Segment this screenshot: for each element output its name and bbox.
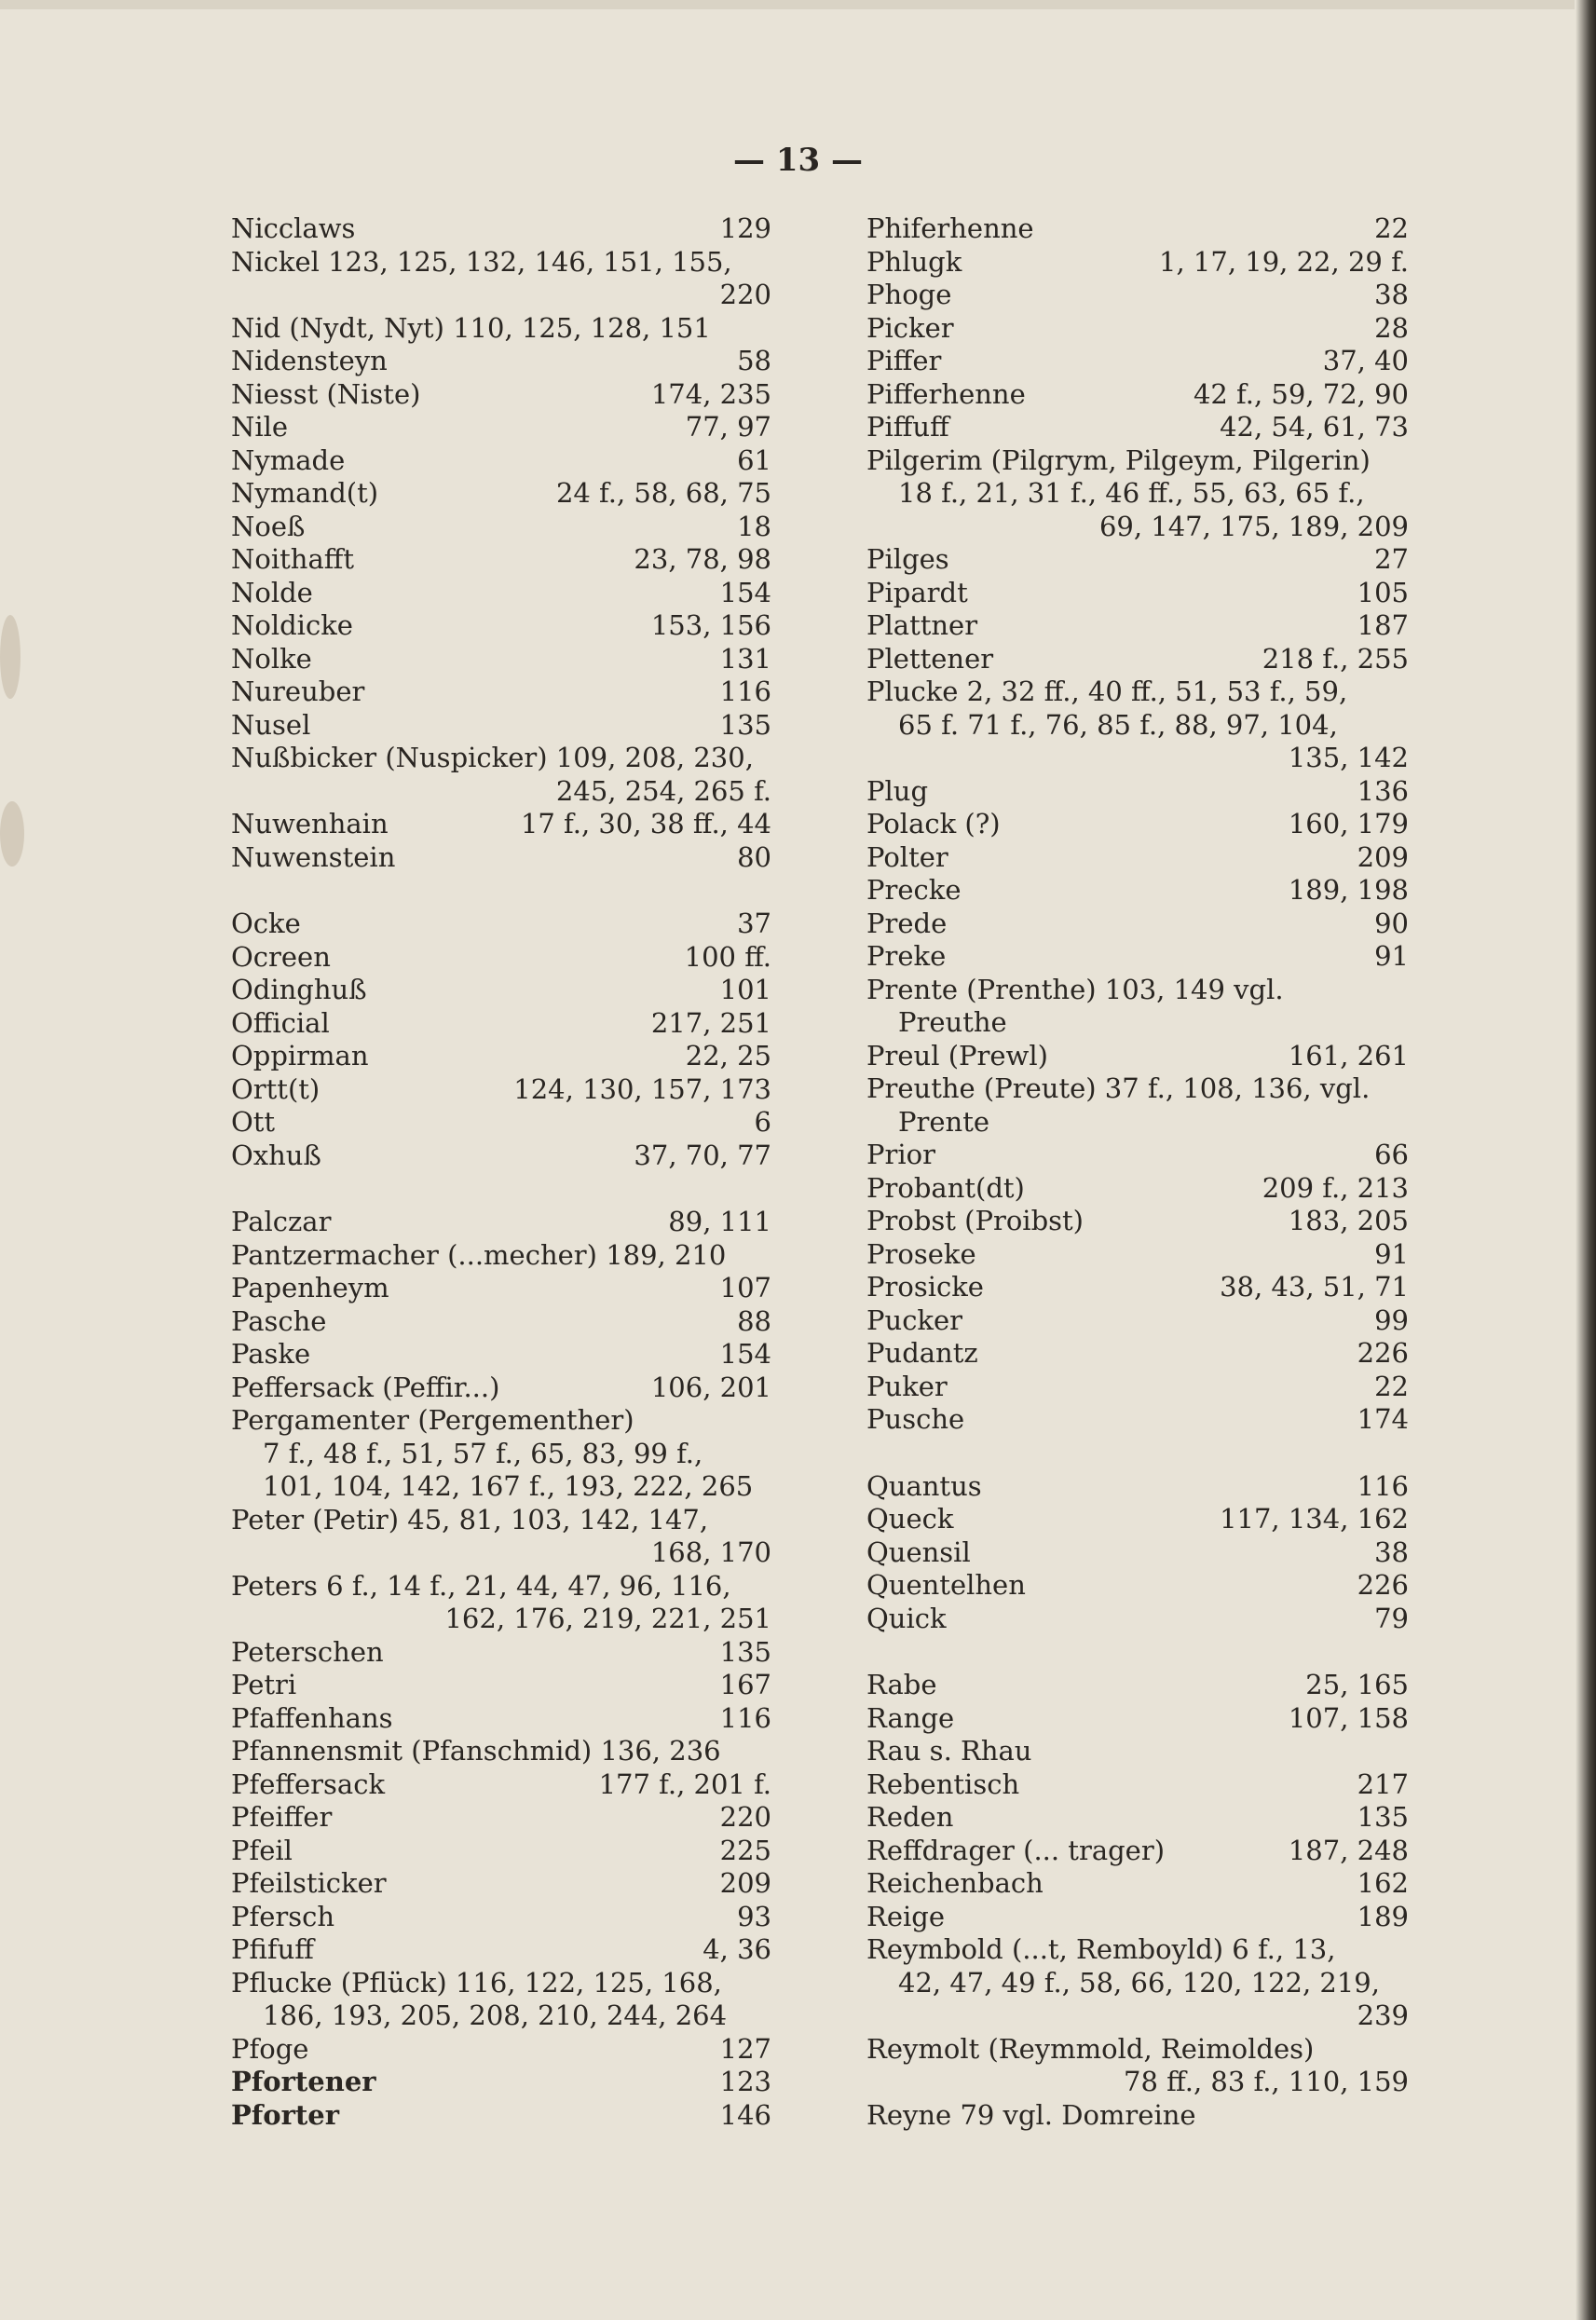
index-entry [231,941,771,975]
index-term: Rabe [866,1669,937,1700]
index-entry [231,1404,771,1504]
index-entry [231,841,771,875]
index-term: Rebentisch [866,1767,1020,1800]
index-term: Oxhuß [231,1139,321,1171]
index-term: Queck [866,1503,954,1535]
page-references: 226 [1357,1337,1409,1369]
page-references: 18 [737,510,771,542]
index-entry [231,908,771,941]
index-entry [231,1305,771,1339]
index-term: Pudantz [866,1337,978,1369]
index-entry [866,577,1409,610]
page-references: 23, 78, 98 [634,543,771,575]
index-term: Pipardt [866,576,968,608]
continuation-line: 69, 147, 175, 189, 209 [1098,510,1409,542]
index-term: Phoge [866,279,952,310]
index-term: Nymand(t) [231,477,379,509]
index-entry [866,1702,1409,1736]
index-entry [866,312,1409,346]
page-references: 153, 156 [650,609,771,641]
page-references: 127 [719,2032,771,2065]
index-term: Prosicke [866,1271,984,1303]
page-references: 116 [719,676,771,707]
index-entry [866,1536,1409,1570]
index-entry [231,609,771,643]
page-references: 217, 251 [650,1006,771,1039]
index-entry [866,643,1409,676]
index-term: Range [866,1701,955,1734]
index-term: Preul (Prewl) [866,1039,1048,1071]
index-entry [866,974,1409,1040]
index-entry [866,676,1409,775]
index-term: Oppirman [231,1040,369,1071]
page-references: 107 [719,1272,771,1303]
page-edge-shadow [1576,0,1596,2320]
index-term: Ortt(t) [231,1072,321,1105]
index-entry [231,1702,771,1736]
page-references: 177 f., 201 f. [598,1767,771,1800]
index-term: Peter (Petir) 45, 81, 103, 142, 147, [231,1503,709,1535]
continuation-line: 245, 254, 265 f. [555,774,771,807]
page-references: 106, 201 [650,1371,771,1403]
continuation-line: 18 f., 21, 31 f., 46 ff., 55, 63, 65 f., [898,477,1365,509]
index-term: Nuwenstein [231,840,396,873]
page-references: 99 [1374,1303,1409,1336]
index-term: Papenheym [231,1272,389,1303]
page-references: 100 ff. [684,940,771,973]
page-references: 187 [1357,609,1409,641]
page-references: 77, 97 [685,411,771,443]
page-references: 27 [1374,543,1409,575]
page-references: 161, 261 [1288,1039,1409,1071]
page-references: 1, 17, 19, 22, 29 f. [1159,245,1409,278]
index-term: Rau s. Rhau [866,1735,1032,1767]
index-entry [231,2099,771,2133]
page-references: 6 [754,1106,771,1138]
page-references: 24 f., 58, 68, 75 [555,477,771,509]
index-term: Peffersack (Peffir...) [231,1371,500,1403]
continuation-line: 7 f., 48 f., 51, 57 f., 65, 83, 99 f., [263,1437,703,1469]
index-term: Peters 6 f., 14 f., 21, 44, 47, 96, 116, [231,1569,731,1602]
page-references: 154 [719,576,771,608]
page-references: 124, 130, 157, 173 [513,1072,771,1105]
index-entry [231,1504,771,1570]
continuation-line: 101, 104, 142, 167 f., 193, 222, 265 [263,1470,754,1502]
page-references: 131 [719,642,771,675]
index-term: Odinghuß [231,974,367,1005]
index-term: Preke [866,940,947,972]
index-entry [866,1271,1409,1304]
page-top-edge [0,0,1575,9]
index-entry [231,1272,771,1305]
index-entry [866,1470,1409,1504]
index-entry [866,1072,1409,1139]
index-entry [231,212,771,246]
index-entry [866,1040,1409,1073]
continuation-line: 239 [1357,1999,1409,2031]
index-term: Petri [231,1669,297,1700]
index-term: Prior [866,1139,935,1170]
index-entry [866,775,1409,809]
continuation-line: 186, 193, 205, 208, 210, 244, 264 [263,1999,728,2031]
page-references: 93 [737,1900,771,1932]
page-references: 187, 248 [1288,1834,1409,1866]
index-column-left [231,212,771,2132]
index-entry [231,709,771,743]
index-term: Pfeiffer [231,1801,333,1833]
page-references: 174 [1357,1403,1409,1435]
page-references: 146 [719,2098,771,2131]
index-entry [231,345,771,378]
page-references: 225 [719,1834,771,1866]
section-gap [866,1437,1409,1470]
index-entry [866,444,1409,544]
index-entry [231,1933,771,1967]
continuation-line: 220 [719,279,771,310]
index-entry [231,742,771,808]
page-references: 101 [719,974,771,1005]
continuation-line: 65 f. 71 f., 76, 85 f., 88, 97, 104, [898,708,1338,741]
index-entry [231,1206,771,1239]
index-term: Pfannensmit (Pfanschmid) 136, 236 [231,1735,721,1767]
index-term: Niesst (Niste) [231,377,421,410]
index-term: Pusche [866,1403,965,1435]
index-term: Ott [231,1106,276,1138]
index-entry [866,1603,1409,1636]
page-references: 116 [719,1701,771,1734]
index-entry [231,1140,771,1173]
page-references: 88 [737,1304,771,1337]
index-entry [231,1372,771,1405]
index-term: Nolde [231,576,313,608]
index-entry [866,1503,1409,1536]
index-entry [231,444,771,478]
index-term: Reichenbach [866,1867,1044,1899]
page-references: 217 [1357,1767,1409,1800]
index-entry [866,1172,1409,1206]
continuation-line: 42, 47, 49 f., 58, 66, 120, 122, 219, [898,1966,1380,1999]
index-term: Nickel 123, 125, 132, 146, 151, 155, [231,245,732,278]
page-references: 61 [737,444,771,476]
page-references: 218 f., 255 [1262,642,1409,675]
page-references: 129 [719,212,771,244]
page-references: 91 [1374,940,1409,972]
index-term: Proseke [866,1237,976,1270]
index-term: Quensil [866,1535,971,1568]
page-references: 117, 134, 162 [1220,1503,1409,1535]
index-term: Reymolt (Reymmold, Reimoldes) [866,2032,1315,2065]
index-entry [231,808,771,841]
index-entry [866,279,1409,312]
index-term: Phiferhenne [866,212,1034,244]
section-gap [231,874,771,908]
index-entry [866,378,1409,412]
page-references: 209 [1357,840,1409,873]
page-references: 90 [1374,907,1409,939]
index-entry [231,974,771,1007]
index-entry [866,808,1409,841]
index-entry [231,1967,771,2033]
page-references: 162 [1357,1867,1409,1899]
index-term: Pasche [231,1304,327,1337]
index-entry [231,411,771,444]
index-entry [231,1040,771,1073]
index-term: Reige [866,1900,945,1932]
page-references: 167 [719,1669,771,1700]
paper-stain [0,615,20,699]
page-references: 42 f., 59, 72, 90 [1193,377,1409,410]
page-references: 66 [1374,1139,1409,1170]
page-references: 189, 198 [1288,874,1409,906]
index-entry [866,1801,1409,1835]
page-references: 4, 36 [703,1933,771,1965]
index-term: Pfeilsticker [231,1867,387,1899]
section-gap [231,1172,771,1206]
index-term: Pergamenter (Pergementher) [231,1404,634,1436]
index-entry [231,1007,771,1041]
page-references: 25, 165 [1305,1669,1409,1700]
page-references: 38 [1374,279,1409,310]
index-term: Official [231,1006,330,1039]
index-term: Pflucke (Pflück) 116, 122, 125, 168, [231,1966,722,1999]
index-term: Puker [866,1370,948,1402]
index-term: Plattner [866,609,978,641]
index-entry [866,609,1409,643]
page-references: 107, 158 [1288,1701,1409,1734]
index-term: Preuthe (Preute) 37 f., 108, 136, vgl. [866,1072,1371,1104]
index-term: Nidensteyn [231,345,388,376]
index-term: Polter [866,840,948,873]
index-entry [231,246,771,312]
index-entry [231,577,771,610]
index-entry [866,246,1409,280]
index-entry [866,1139,1409,1172]
index-term: Pantzermacher (...mecher) 189, 210 [231,1238,727,1271]
index-term: Pilgerim (Pilgrym, Pilgeym, Pilgerin) [866,444,1371,476]
index-term: Piffer [866,345,942,376]
index-entry [231,378,771,412]
index-entry [866,411,1409,444]
page-references: 37, 40 [1322,345,1409,376]
page-references: 123 [719,2066,771,2097]
index-term: Pucker [866,1303,963,1336]
index-entry [231,1106,771,1140]
index-entry [866,1768,1409,1802]
index-entry [231,1835,771,1868]
index-term: Picker [866,311,954,344]
page-references: 42, 54, 61, 73 [1220,411,1409,443]
index-entry [866,908,1409,941]
continuation-line: Preuthe [898,1006,1007,1038]
index-term: Pilges [866,543,949,575]
index-entry [231,543,771,577]
page-number: — 13 — [733,142,863,179]
index-entry [231,477,771,511]
index-term: Reffdrager (... trager) [866,1834,1166,1866]
index-entry [866,1835,1409,1868]
page-references: 89, 111 [668,1206,771,1237]
index-entry [231,2033,771,2067]
page-references: 116 [1357,1469,1409,1502]
index-term: Ocreen [231,940,331,973]
index-term: Palczar [231,1206,332,1237]
index-entry [866,940,1409,974]
index-term: Nolke [231,642,312,675]
page-references: 135 [1357,1801,1409,1833]
page-references: 22, 25 [685,1040,771,1071]
index-entry [231,1768,771,1802]
index-term: Noldicke [231,609,353,641]
index-entry [866,1669,1409,1702]
index-term: Quentelhen [866,1569,1026,1601]
page-references: 80 [737,840,771,873]
index-term: Pfoge [231,2032,309,2065]
page-references: 38, 43, 51, 71 [1220,1271,1409,1303]
index-term: Prente (Prenthe) 103, 149 vgl. [866,973,1284,1005]
index-term: Nuwenhain [231,808,389,839]
continuation-line: 168, 170 [650,1536,771,1568]
index-entry [866,1371,1409,1404]
index-entry [866,874,1409,908]
index-term: Paske [231,1338,311,1370]
index-term: Nicclaws [231,212,356,244]
index-term: Pfeil [231,1834,293,1866]
page-references: 37, 70, 77 [634,1139,771,1171]
index-term: Pfersch [231,1900,335,1932]
index-term: Reden [866,1801,954,1833]
page-references: 58 [737,345,771,376]
index-term: Piffuff [866,411,949,443]
index-entry [231,2066,771,2099]
page-references: 135 [719,708,771,741]
index-term: Pfortener [231,2066,376,2097]
index-entry [231,1735,771,1768]
page-references: 189 [1357,1900,1409,1932]
page-references: 220 [719,1801,771,1833]
index-entry [866,543,1409,577]
index-entry [866,1205,1409,1238]
page-references: 209 [719,1867,771,1899]
continuation-line: 162, 176, 219, 221, 251 [444,1603,771,1634]
index-term: Pifferhenne [866,377,1026,410]
page-references: 22 [1374,1370,1409,1402]
index-entry [866,1933,1409,2033]
index-term: Pforter [231,2098,340,2131]
page-references: 37 [737,908,771,939]
index-entry [866,1337,1409,1371]
page-references: 183, 205 [1288,1205,1409,1236]
page-references: 209 f., 213 [1262,1171,1409,1204]
index-entry [866,1304,1409,1338]
index-term: Ocke [231,908,301,939]
index-term: Prede [866,907,948,939]
index-term: Nile [231,411,289,443]
index-entry [866,2099,1409,2133]
index-term: Quantus [866,1469,982,1502]
index-entry [231,1239,771,1273]
index-term: Probst (Proibst) [866,1205,1084,1236]
continuation-line: Prente [898,1105,990,1138]
paper-stain [0,801,24,867]
index-term: Plug [866,774,929,807]
index-entry [866,1735,1409,1768]
index-term: Peterschen [231,1635,384,1668]
index-entry [866,841,1409,875]
index-entry [866,1238,1409,1272]
index-term: Probant(dt) [866,1171,1025,1204]
index-entry [231,1338,771,1372]
index-term: Noithafft [231,543,354,575]
index-entry [866,1403,1409,1437]
page-references: 79 [1374,1602,1409,1634]
index-entry [866,212,1409,246]
index-term: Precke [866,874,962,906]
page-references: 226 [1357,1569,1409,1601]
index-entry [231,676,771,709]
index-term: Pfifuff [231,1933,314,1965]
index-entry [231,1867,771,1901]
page-references: 174, 235 [650,377,771,410]
index-entry [866,2033,1409,2099]
index-entry [231,643,771,676]
index-column-right [866,212,1409,2132]
index-entry [231,1073,771,1107]
continuation-line: 135, 142 [1288,742,1409,773]
page-references: 135 [719,1635,771,1668]
index-entry [231,1570,771,1636]
index-entry [231,1901,771,1934]
page-references: 154 [719,1338,771,1370]
index-term: Phlugk [866,245,962,278]
index-term: Nymade [231,444,346,476]
index-term: Noeß [231,510,306,542]
index-entry [231,312,771,346]
page-references: 136 [1357,774,1409,807]
index-term: Pfeffersack [231,1767,386,1800]
index-term: Polack (?) [866,808,1001,839]
continuation-line: 78 ff., 83 f., 110, 159 [1124,2066,1409,2097]
index-term: Pfaffenhans [231,1701,393,1734]
page-references: 38 [1374,1535,1409,1568]
index-entry [866,345,1409,378]
index-entry [231,511,771,544]
section-gap [866,1635,1409,1669]
page-references: 17 f., 30, 38 ff., 44 [520,808,771,839]
page-references: 28 [1374,311,1409,344]
page-references: 160, 179 [1288,808,1409,839]
index-entry [231,1636,771,1670]
index-entry [231,1669,771,1702]
index-entry [231,1801,771,1835]
index-entry [866,1569,1409,1603]
page-references: 105 [1357,576,1409,608]
index-term: Plucke 2, 32 ff., 40 ff., 51, 53 f., 59, [866,676,1348,707]
index-term: Nusel [231,708,311,741]
index-term: Reyne 79 vgl. Domreine [866,2098,1196,2131]
index-term: Nureuber [231,676,365,707]
index-term: Quick [866,1602,947,1634]
index-term: Nid (Nydt, Nyt) 110, 125, 128, 151 [231,311,711,344]
index-term: Nußbicker (Nuspicker) 109, 208, 230, [231,742,754,773]
index-term: Plettener [866,642,994,675]
page-references: 91 [1374,1237,1409,1270]
page-references: 22 [1374,212,1409,244]
index-entry [866,1901,1409,1934]
index-term: Reymbold (...t, Remboyld) 6 f., 13, [866,1933,1336,1965]
index-entry [866,1867,1409,1901]
